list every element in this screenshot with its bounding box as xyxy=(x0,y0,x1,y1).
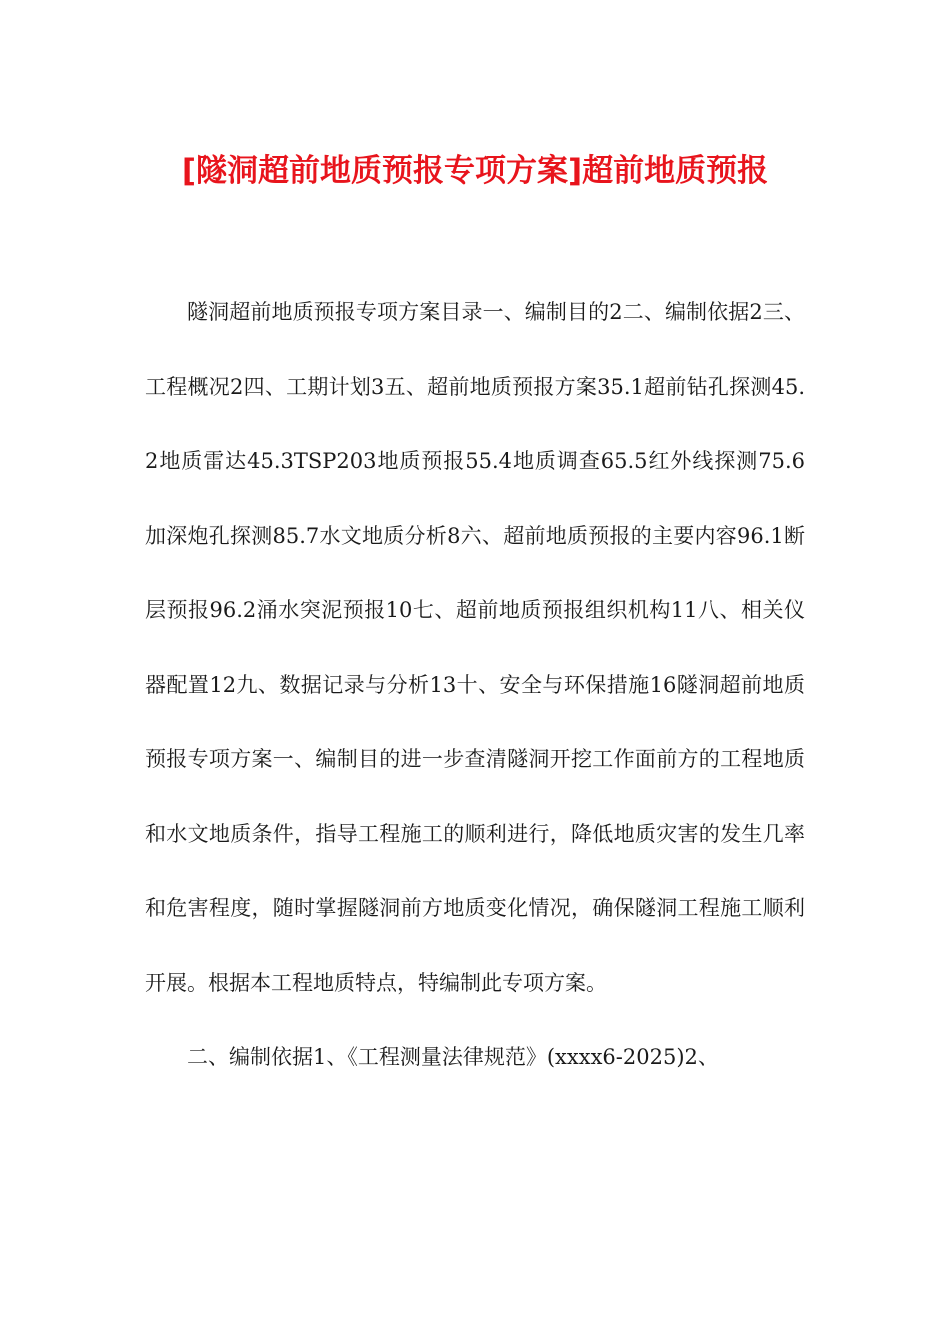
paragraph-table-of-contents: 隧洞超前地质预报专项方案目录一、编制目的2二、编制依据2三、工程概况2四、工期计划3五、超前地质预报方案35.1超前钻孔探测45.2地质雷达45.3TSP203地质预报55.4地质调查65.5红外线探测75.6加深炮孔探测85.7水文地质分析8六、超前地质预报的主要内容96.1断层预报96.2涌水突泥预报10七、超前地质预报组织机构11八、相关仪器配置12九、数据记录与分析13十、安全与环保措施16隧洞超前地质预报专项方案一、编制目的进一步查清隧洞开挖工作面前方的工程地质和水文地质条件，指导工程施工的顺利进行，降低地质灾害的发生几率和危害程度，随时掌握隧洞前方地质变化情况，确保隧洞工程施工顺利开展。根据本工程地质特点，特编制此专项方案。 xyxy=(145,300,805,995)
document-body xyxy=(145,275,805,1095)
document-title: [隧洞超前地质预报专项方案]超前地质预报 xyxy=(181,153,769,189)
paragraph-basis: 二、编制依据1、《工程测量法律规范》(xxxx6-2025)2、 xyxy=(187,1045,719,1069)
